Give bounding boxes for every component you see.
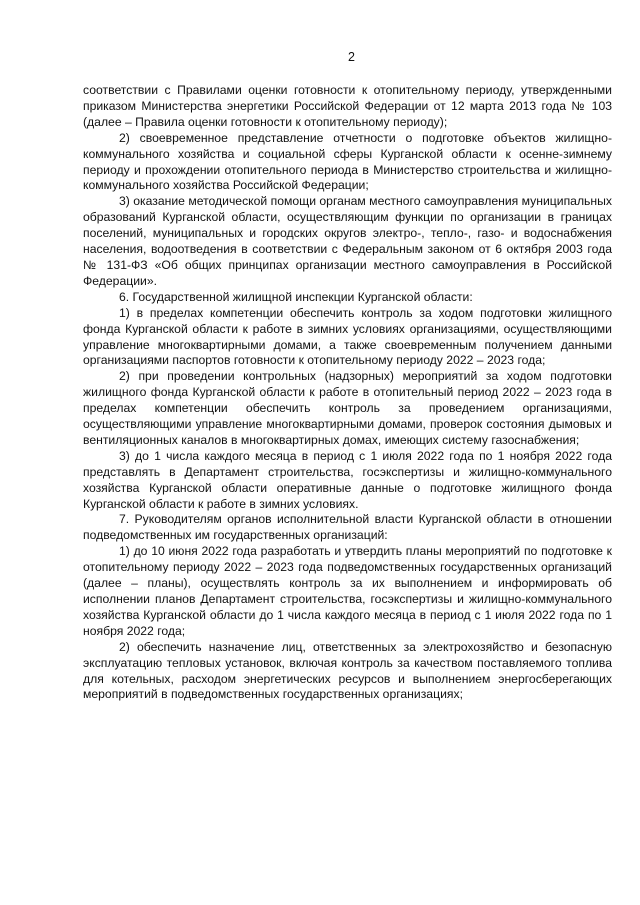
paragraph-item-6-2: 2) при проведении контрольных (надзорных) мероприятий за ходом подготовки жилищного фонда Курганской области к работе в отопительный период 2022 – 2023 года в пределах компетенции обеспечить контроль за проведением организациями, осуществляющими управление многоквартирными домами, проверок состояния дымовых и вентиляционных каналов в многоквартирных домах, имеющих систему газоснабжения; <box>83 369 612 447</box>
page-number: 2 <box>348 50 355 64</box>
paragraph-continuation: соответствии с Правилами оценки готовности к отопительному периоду, утвержденными приказом Министерства энергетики Российской Федерации от 12 марта 2013 года № 103 (далее – Правила оценки готовности к отопительному периоду); <box>83 83 612 129</box>
paragraph-item-7-2: 2) обеспечить назначение лиц, ответственных за электрохозяйство и безопасную эксплуатацию тепловых установок, включая контроль за качеством поставляемого топлива для котельных, расходом энергетических ресурсов и выполнением энергосберегающих мероприятий в подведомственных государственных организациях; <box>83 639 612 702</box>
paragraph-section-6: 6. Государственной жилищной инспекции Курганской области: <box>119 289 473 304</box>
paragraph-item-5-3: 3) оказание методической помощи органам местного самоуправления муниципальных образований Курганской области, осуществляющим функции по организации в границах поселений, муниципальных и городских округов электро-, тепло-, газо- и водоснабжения населения, водоотведения в соответствии с Федеральным законом от 6 октября 2003 года № 131-ФЗ «Об общих принципах организации местного самоуправления в Российской Федерации». <box>83 194 612 288</box>
document-body <box>83 83 612 703</box>
paragraph-item-6-1: 1) в пределах компетенции обеспечить контроль за ходом подготовки жилищного фонда Курганской области к работе в зимних условиях организациями, осуществляющими управление многоквартирными домами, а также своевременным получением данными организациями паспортов готовности к отопительному периоду 2022 – 2023 года; <box>83 305 612 368</box>
paragraph-item-5-2: 2) своевременное представление отчетности о подготовке объектов жилищно-коммунального хозяйства и социальной сферы Курганской области к осенне-зимнему периоду и прохождении отопительного периода в Министерство строительства и жилищно-коммунального хозяйства Российской Федерации; <box>83 130 612 193</box>
paragraph-section-7: 7. Руководителям органов исполнительной власти Курганской области в отношении подведомственных им государственных организаций: <box>83 512 612 543</box>
paragraph-item-7-1: 1) до 10 июня 2022 года разработать и утвердить планы мероприятий по подготовке к отопительному периоду 2022 – 2023 года подведомственных государственных организаций (далее – планы), осуществлять контроль за их выполнением и информировать об исполнении планов Департамент строительства, госэкспертизы и жилищно-коммунального хозяйства Курганской области до 1 числа каждого месяца в период с 1 июля 2022 года по 1 ноября 2022 года; <box>83 544 612 638</box>
paragraph-item-6-3: 3) до 1 числа каждого месяца в период с 1 июля 2022 года по 1 ноября 2022 года представлять в Департамент строительства, госэкспертизы и жилищно-коммунального хозяйства Курганской области оперативные данные о подготовке жилищного фонда Курганской области к работе в зимних условиях. <box>83 448 612 511</box>
